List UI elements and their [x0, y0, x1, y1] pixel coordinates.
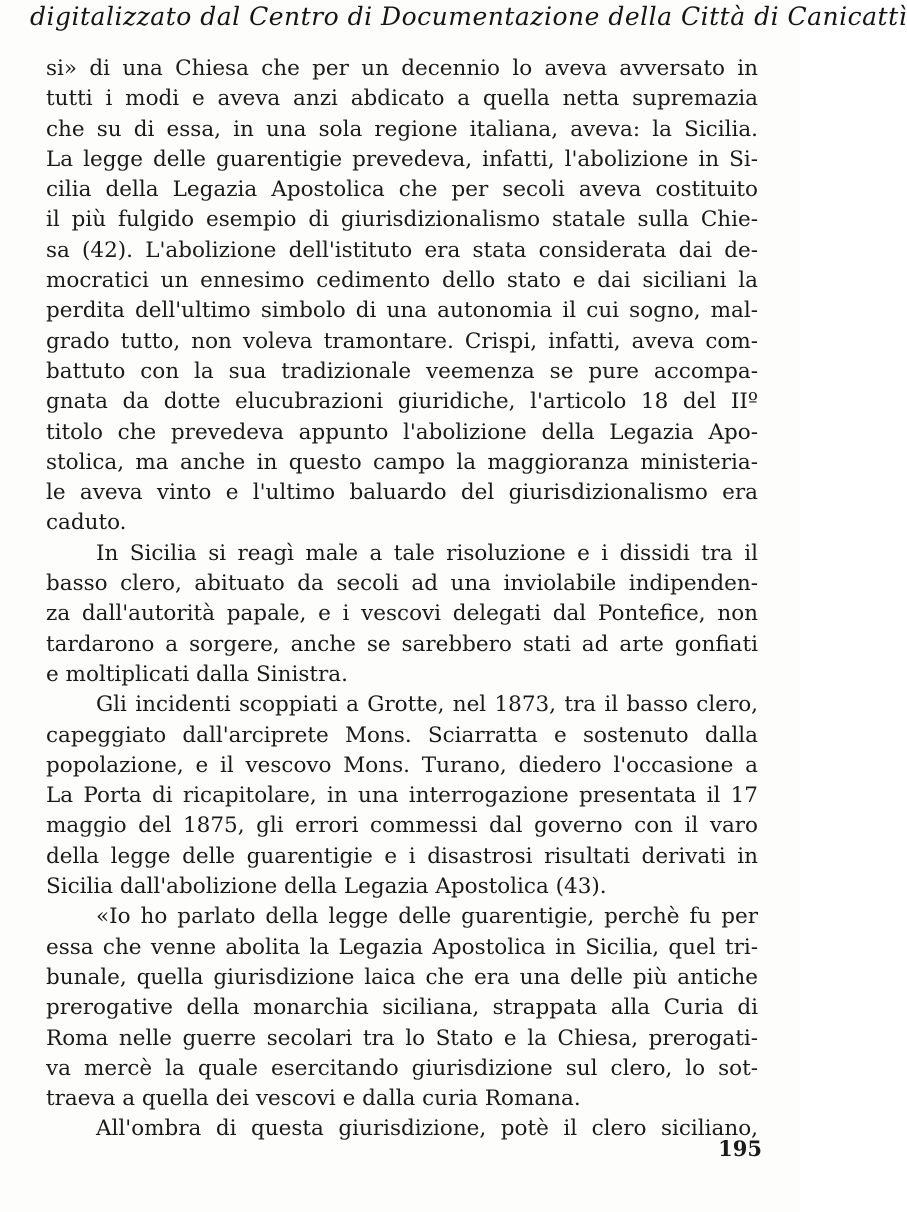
text-line: sa (42). L'abolizione dell'istituto era stata considerata dai de- [46, 237, 758, 263]
text-line: bunale, quella giurisdizione laica che era una delle più antiche [46, 964, 758, 990]
text-line: della legge delle guarentigie e i disastrosi risultati derivati in [46, 843, 758, 869]
text-line: caduto. [46, 510, 127, 536]
body-text [46, 54, 758, 1145]
text-line: prerogative della monarchia siciliana, strappata alla Curia di [46, 995, 758, 1021]
text-line: e moltiplicati dalla Sinistra. [46, 661, 348, 687]
text-line: popolazione, e il vescovo Mons. Turano, diedero l'occasione a [46, 752, 758, 778]
text-line: Roma nelle guerre secolari tra lo Stato e la Chiesa, prerogati- [46, 1025, 758, 1051]
text-line: All'ombra di questa giurisdizione, potè il clero siciliano, [96, 1116, 758, 1142]
text-line: Gli incidenti scoppiati a Grotte, nel 1873, tra il basso clero, [96, 692, 758, 718]
text-line: cilia della Legazia Apostolica che per secoli aveva costituito [46, 177, 758, 203]
text-line: basso clero, abituato da secoli ad una inviolabile indipenden- [46, 571, 758, 597]
text-line: mocratici un ennesimo cedimento dello stato e dai siciliani la [46, 268, 758, 294]
text-line: grado tutto, non voleva tramontare. Crispi, infatti, aveva com- [46, 328, 758, 354]
text-line: le aveva vinto e l'ultimo baluardo del giurisdizionalismo era [46, 480, 758, 506]
text-line: capeggiato dall'arciprete Mons. Sciarratta e sostenuto dalla [46, 722, 758, 748]
text-line: In Sicilia si reagì male a tale risoluzione e i dissidi tra il [96, 540, 758, 566]
text-line: «Io ho parlato della legge delle guarentigie, perchè fu per [96, 904, 758, 930]
text-line: Sicilia dall'abolizione della Legazia Apostolica (43). [46, 874, 607, 900]
text-line: va mercè la quale esercitando giurisdizione sul clero, lo sot- [46, 1055, 758, 1081]
text-line: gnata da dotte elucubrazioni giuridiche, l'articolo 18 del IIº [46, 389, 758, 415]
text-line: La Porta di ricapitolare, in una interrogazione presentata il 17 [46, 783, 758, 809]
text-line: traeva a quella dei vescovi e dalla curia Romana. [46, 1086, 581, 1112]
text-line: stolica, ma anche in questo campo la maggioranza ministeria- [46, 449, 758, 475]
text-line: maggio del 1875, gli errori commessi dal governo con il varo [46, 813, 758, 839]
digitization-stamp: digitalizzato dal Centro di Documentazione della Città di Canicattì [30, 2, 907, 31]
page-number: 195 [718, 1136, 762, 1161]
text-line: che su di essa, in una sola regione italiana, aveva: la Sicilia. [46, 116, 758, 142]
text-line: battuto con la sua tradizionale veemenza se pure accompa- [46, 358, 758, 384]
text-line: perdita dell'ultimo simbolo di una autonomia il cui sogno, mal- [46, 298, 758, 324]
text-line: titolo che prevedeva appunto l'abolizione della Legazia Apo- [46, 419, 758, 445]
text-line: tardarono a sorgere, anche se sarebbero stati ad arte gonfiati [46, 631, 758, 657]
text-line: La legge delle guarentigie prevedeva, infatti, l'abolizione in Si- [46, 146, 758, 172]
text-line: il più fulgido esempio di giurisdizionalismo statale sulla Chie- [46, 207, 758, 233]
text-line: za dall'autorità papale, e i vescovi delegati dal Pontefice, non [46, 601, 758, 627]
text-line: essa che venne abolita la Legazia Apostolica in Sicilia, quel tri- [46, 934, 758, 960]
text-line: tutti i modi e aveva anzi abdicato a quella netta supremazia [46, 86, 758, 112]
text-line: si» di una Chiesa che per un decennio lo aveva avversato in [46, 56, 758, 81]
